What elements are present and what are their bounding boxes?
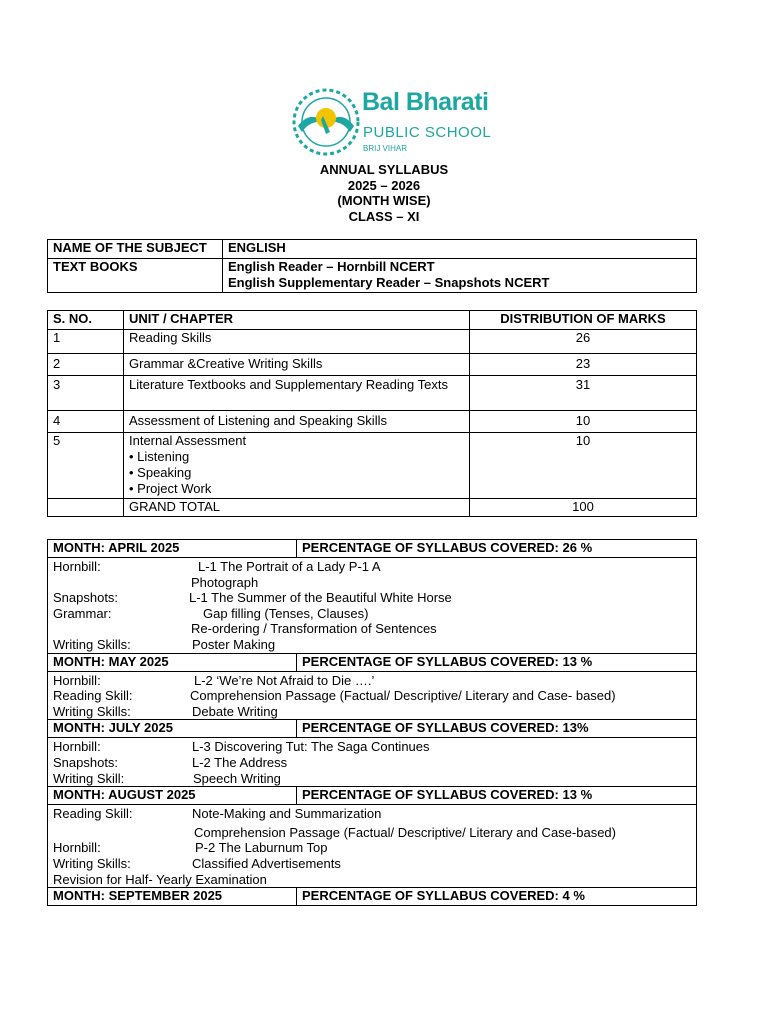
heading-line: (MONTH WISE)	[337, 193, 431, 208]
syllabus-line-key: Hornbill:	[53, 672, 101, 688]
heading-line: 2025 – 2026	[347, 177, 421, 193]
syllabus-line	[53, 739, 691, 755]
month-label: MONTH: AUGUST 2025	[48, 787, 297, 805]
syllabus-line-key: Hornbill:	[53, 840, 101, 856]
book-item: English Supplementary Reader – Snapshots NCERT	[228, 275, 550, 290]
row-marks: 10	[470, 411, 697, 433]
month-content-row	[48, 738, 697, 787]
syllabus-line-key: Grammar:	[53, 605, 112, 621]
syllabus-line-key: Writing Skills:	[53, 703, 131, 719]
month-header-row	[48, 540, 697, 558]
month-header-row	[48, 787, 697, 805]
syllabus-line-value: Re-ordering / Transformation of Sentences	[191, 621, 437, 637]
month-content	[48, 805, 697, 888]
syllabus-line-value: Note-Making and Summarization	[192, 806, 382, 822]
row-sno: 2	[48, 354, 124, 376]
row-unit: Literature Textbooks and Supplementary Reading Texts	[124, 376, 470, 411]
header-marks: DISTRIBUTION OF MARKS	[470, 311, 697, 330]
monthly-syllabus-table	[47, 539, 697, 906]
row-marks: 31	[470, 376, 697, 411]
month-header-row	[48, 720, 697, 738]
total-sno	[48, 499, 124, 517]
syllabus-line	[53, 872, 691, 888]
month-content	[48, 738, 697, 787]
syllabus-line-value: L-2 ‘We’re Not Afraid to Die ….’	[194, 672, 375, 688]
syllabus-line-value: L-1 The Summer of the Beautiful White Horse	[189, 590, 452, 606]
percent-covered: PERCENTAGE OF SYLLABUS COVERED: 13%	[297, 720, 697, 738]
row-sno: 3	[48, 376, 124, 411]
syllabus-line-value: L-3 Discovering Tut: The Saga Continues	[192, 739, 430, 755]
row-marks: 23	[470, 354, 697, 376]
percent-covered: PERCENTAGE OF SYLLABUS COVERED: 26 %	[297, 540, 697, 558]
syllabus-line	[53, 806, 691, 822]
book-item: English Reader – Hornbill NCERT	[228, 259, 435, 274]
sub-item: • Listening	[129, 449, 190, 464]
syllabus-line-key: Hornbill:	[53, 559, 101, 574]
month-label: MONTH: SEPTEMBER 2025	[48, 888, 297, 906]
month-content-row	[48, 805, 697, 888]
syllabus-line	[53, 606, 691, 622]
syllabus-line-key: Hornbill:	[53, 739, 101, 755]
syllabus-line	[53, 673, 691, 689]
syllabus-line	[53, 637, 691, 653]
row-marks: 10	[470, 433, 697, 499]
syllabus-line-value: Debate Writing	[192, 703, 278, 719]
row-unit-label: Internal Assessment	[129, 433, 247, 448]
percent-covered: PERCENTAGE OF SYLLABUS COVERED: 13 %	[297, 787, 697, 805]
syllabus-line-value: Poster Making	[192, 636, 276, 652]
syllabus-line-key: Revision for Half- Yearly Examination	[53, 871, 267, 887]
school-logo	[290, 86, 490, 158]
row-unit: Assessment of Listening and Speaking Skills	[124, 411, 470, 433]
syllabus-line-key: Reading Skill:	[53, 806, 133, 822]
syllabus-line	[53, 771, 691, 787]
percent-covered: PERCENTAGE OF SYLLABUS COVERED: 13 %	[297, 653, 697, 671]
syllabus-line-value: P-2 The Laburnum Top	[195, 840, 328, 856]
syllabus-line-value: Comprehension Passage (Factual/ Descriptive/ Literary and Case-based)	[194, 824, 616, 840]
month-content	[48, 558, 697, 654]
month-content	[48, 671, 697, 720]
heading-line: ANNUAL SYLLABUS	[319, 162, 449, 177]
syllabus-line-key: Snapshots:	[53, 754, 119, 770]
row-sno: 1	[48, 330, 124, 354]
heading-line: CLASS – XI	[348, 208, 420, 224]
row-unit	[124, 433, 470, 499]
syllabus-line-key: Reading Skill:	[53, 688, 133, 704]
syllabus-line-value: Photograph	[191, 574, 259, 590]
header-sno: S. NO.	[48, 311, 124, 330]
syllabus-line-value: L-2 The Address	[192, 754, 288, 770]
syllabus-line	[53, 575, 691, 591]
row-unit: Reading Skills	[124, 330, 470, 354]
month-header-row	[48, 888, 697, 906]
syllabus-line	[53, 825, 691, 841]
syllabus-line-key: Writing Skills:	[53, 855, 131, 871]
syllabus-line	[53, 704, 691, 720]
subject-table	[47, 239, 697, 293]
school-location: BRIJ VIHAR	[363, 144, 408, 153]
month-label: MONTH: JULY 2025	[48, 720, 297, 738]
total-value: 100	[470, 499, 697, 517]
books-value	[223, 259, 697, 293]
sub-item: • Speaking	[129, 465, 192, 480]
marks-table	[47, 310, 697, 517]
syllabus-line-value: L-1 The Portrait of a Lady P-1 A	[198, 559, 381, 574]
total-label: GRAND TOTAL	[124, 499, 470, 517]
row-unit: Grammar &Creative Writing Skills	[124, 354, 470, 376]
syllabus-line	[53, 559, 691, 575]
syllabus-line-value: Gap filling (Tenses, Clauses)	[203, 605, 369, 621]
month-label: MONTH: MAY 2025	[48, 653, 297, 671]
syllabus-line	[53, 856, 691, 872]
month-content-row	[48, 558, 697, 654]
subject-label: NAME OF THE SUBJECT	[48, 240, 223, 259]
syllabus-line-value: Classified Advertisements	[192, 855, 341, 871]
syllabus-line-key: Writing Skill:	[53, 770, 125, 786]
syllabus-line-value: Speech Writing	[193, 770, 281, 786]
syllabus-line-key: Snapshots:	[53, 590, 119, 606]
subject-value: ENGLISH	[223, 240, 697, 259]
syllabus-line	[53, 840, 691, 856]
header-unit: UNIT / CHAPTER	[124, 311, 470, 330]
percent-covered: PERCENTAGE OF SYLLABUS COVERED: 4 %	[297, 888, 697, 906]
syllabus-line	[53, 590, 691, 606]
books-label: TEXT BOOKS	[48, 259, 223, 293]
document-heading	[0, 162, 768, 224]
row-marks: 26	[470, 330, 697, 354]
syllabus-line	[53, 688, 691, 704]
school-emblem-icon	[290, 86, 362, 158]
syllabus-line	[53, 621, 691, 637]
school-name: Bal Bharati	[362, 88, 489, 116]
syllabus-line-key: Writing Skills:	[53, 636, 131, 652]
syllabus-line	[53, 755, 691, 771]
sub-item: • Project Work	[129, 481, 212, 496]
row-sno: 5	[48, 433, 124, 499]
month-label: MONTH: APRIL 2025	[48, 540, 297, 558]
row-sno: 4	[48, 411, 124, 433]
syllabus-line-value: Comprehension Passage (Factual/ Descriptive/ Literary and Case- based)	[190, 688, 616, 704]
month-header-row	[48, 653, 697, 671]
school-subtitle: PUBLIC SCHOOL	[363, 124, 492, 141]
month-content-row	[48, 671, 697, 720]
